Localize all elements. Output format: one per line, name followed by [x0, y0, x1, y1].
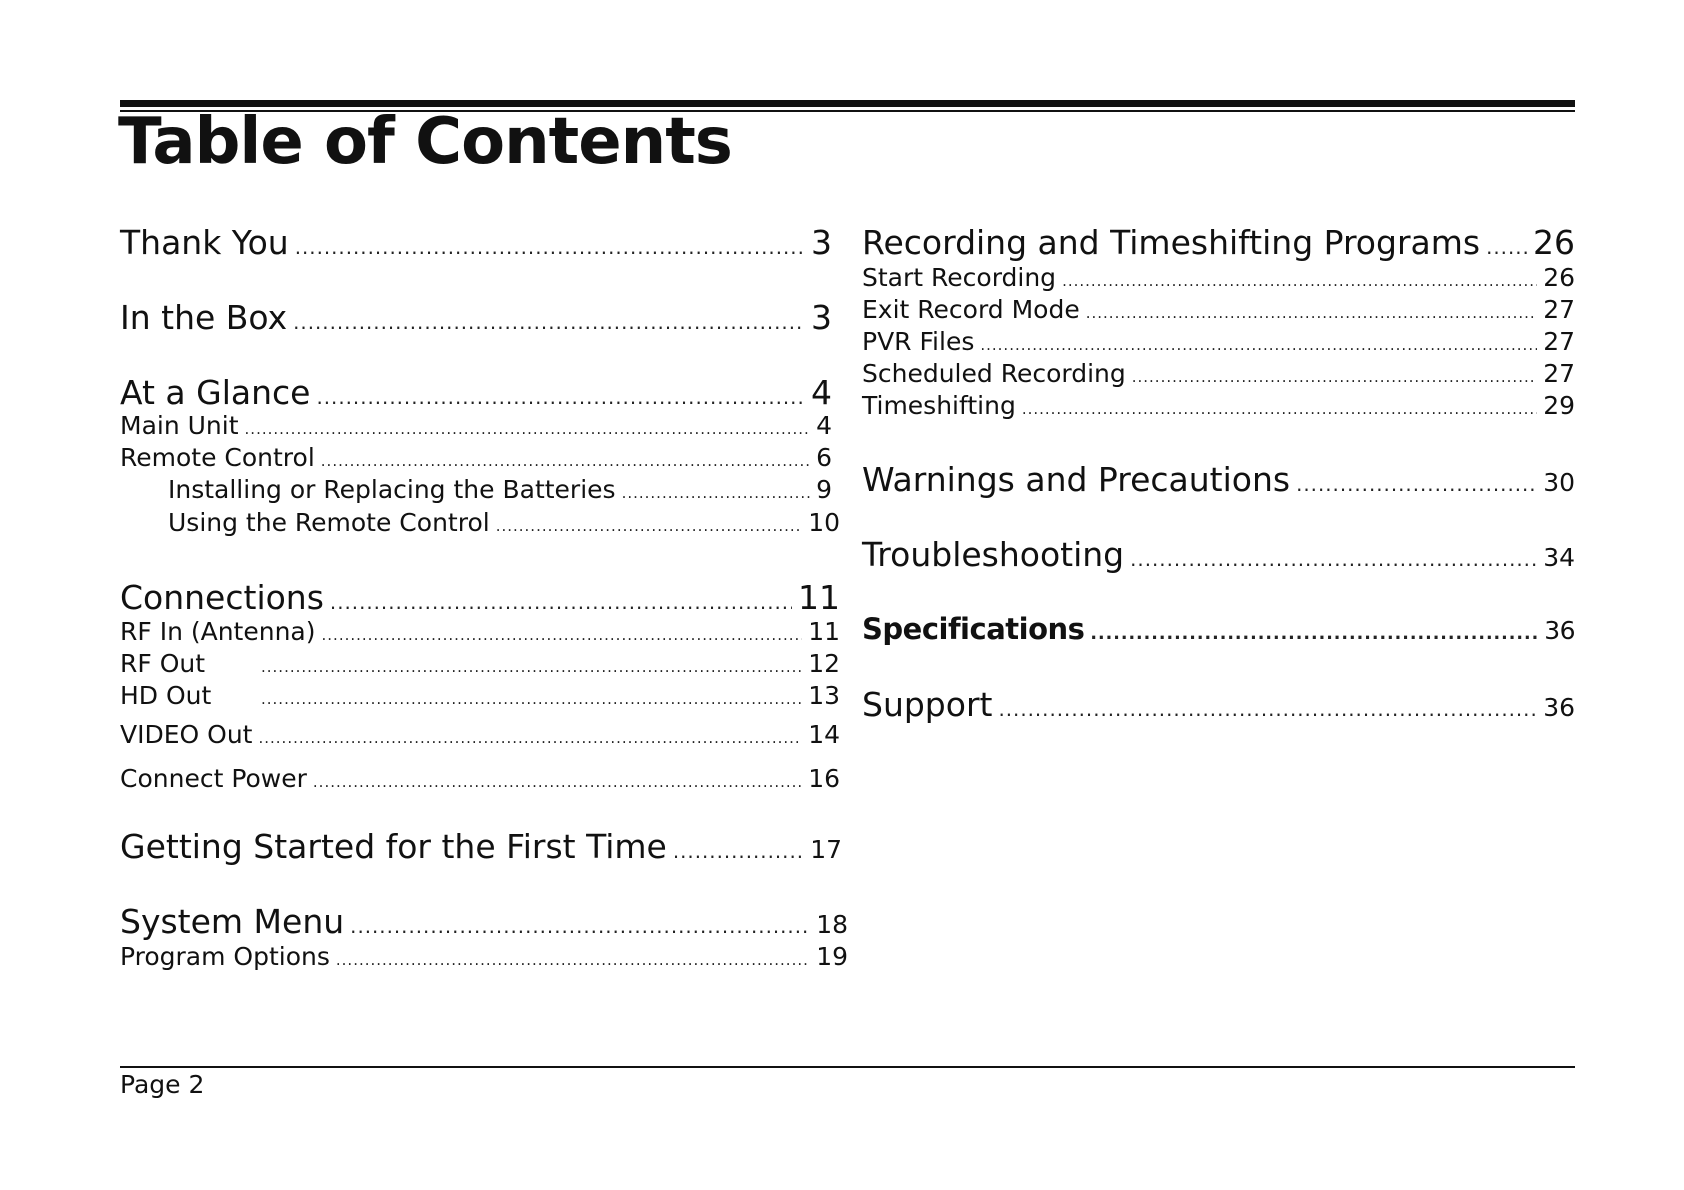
- toc-label: System Menu: [120, 902, 345, 941]
- toc-entry-system-menu[interactable]: [120, 902, 848, 941]
- toc-label: Scheduled Recording: [862, 359, 1126, 388]
- toc-page: 17: [810, 835, 842, 864]
- toc-page: 6: [816, 443, 832, 472]
- toc-label: At a Glance: [120, 373, 311, 412]
- toc-page: 27: [1543, 295, 1575, 324]
- toc-leader: [245, 420, 811, 438]
- toc-label: Getting Started for the First Time: [120, 827, 667, 866]
- toc-page: 14: [808, 720, 840, 749]
- toc-entry-connect-power[interactable]: [120, 764, 840, 793]
- toc-label: Installing or Replacing the Batteries: [168, 475, 616, 504]
- toc-label: VIDEO Out: [120, 720, 253, 749]
- toc-entry-rf-in[interactable]: [120, 617, 840, 646]
- toc-label: RF Out: [120, 649, 206, 678]
- toc-leader: [261, 658, 802, 676]
- toc-leader: [1090, 624, 1538, 644]
- toc-page: 34: [1543, 543, 1575, 572]
- toc-label: Start Recording: [862, 263, 1057, 292]
- toc-page: 13: [808, 681, 840, 710]
- toc-label: Warnings and Precautions: [862, 460, 1291, 499]
- toc-leader: [350, 915, 810, 938]
- toc-leader: [322, 626, 803, 644]
- toc-entry-at-a-glance[interactable]: [120, 373, 832, 412]
- toc-page: 16: [808, 764, 840, 793]
- toc-label: Timeshifting: [862, 391, 1016, 420]
- toc-page: 36: [1543, 693, 1575, 722]
- toc-leader: [313, 773, 802, 791]
- toc-label: Troubleshooting: [862, 535, 1125, 574]
- toc-leader: [622, 484, 811, 502]
- toc-entry-recording[interactable]: [862, 223, 1575, 262]
- toc-page: 26: [1543, 263, 1575, 292]
- toc-entry-connections[interactable]: [120, 578, 840, 617]
- toc-label: Thank You: [120, 223, 289, 262]
- toc-leader: [293, 311, 805, 334]
- toc-leader: [1296, 473, 1537, 496]
- toc-page: 29: [1543, 391, 1575, 420]
- toc-page: 10: [808, 508, 840, 537]
- toc-page: 19: [816, 942, 848, 971]
- toc-leader: [1130, 548, 1537, 571]
- toc-page: 30: [1543, 468, 1575, 497]
- toc-leader: [673, 840, 804, 863]
- toc-label: Recording and Timeshifting Programs: [862, 223, 1481, 262]
- toc-label: HD Out: [120, 681, 212, 710]
- toc-page: 27: [1543, 359, 1575, 388]
- toc-label: Specifications: [862, 612, 1085, 646]
- toc-leader: [1132, 368, 1537, 386]
- toc-page: 9: [816, 475, 832, 504]
- toc-entry-getting-started[interactable]: [120, 827, 842, 866]
- toc-label: Main Unit: [120, 411, 239, 440]
- toc-page: 11: [808, 617, 840, 646]
- toc-leader: [1062, 272, 1537, 290]
- toc-page: 26: [1533, 223, 1575, 262]
- toc-entry-video-out[interactable]: [120, 720, 840, 749]
- toc-leader: [336, 951, 810, 969]
- toc-entry-hd-out[interactable]: [120, 681, 840, 710]
- toc-entry-scheduled-recording[interactable]: [862, 359, 1575, 388]
- toc-entry-timeshifting[interactable]: [862, 391, 1575, 420]
- toc-label: Program Options: [120, 942, 330, 971]
- toc-leader: [295, 236, 805, 259]
- toc-leader: [1086, 304, 1537, 322]
- toc-label: PVR Files: [862, 327, 975, 356]
- page-title: Table of Contents: [118, 105, 732, 179]
- toc-label: Support: [862, 685, 993, 724]
- toc-entry-warnings[interactable]: [862, 460, 1575, 499]
- toc-entry-troubleshooting[interactable]: [862, 535, 1575, 574]
- toc-entry-start-recording[interactable]: [862, 263, 1575, 292]
- toc-page: 4: [811, 373, 832, 412]
- bottom-rule: [120, 1066, 1575, 1068]
- toc-entry-support[interactable]: [862, 685, 1575, 724]
- toc-label: Exit Record Mode: [862, 295, 1080, 324]
- toc-leader: [261, 690, 802, 708]
- toc-leader: [1022, 400, 1537, 418]
- toc-entry-program-options[interactable]: [120, 942, 848, 971]
- toc-leader: [1486, 236, 1527, 259]
- toc-leader: [258, 729, 802, 747]
- toc-page: 27: [1543, 327, 1575, 356]
- toc-label: Connections: [120, 578, 324, 617]
- toc-page: 3: [811, 223, 832, 262]
- toc-leader: [980, 336, 1537, 354]
- toc-entry-in-the-box[interactable]: [120, 298, 832, 337]
- page-number: Page 2: [120, 1070, 205, 1099]
- toc-entry-exit-record-mode[interactable]: [862, 295, 1575, 324]
- toc-entry-rf-out[interactable]: [120, 649, 840, 678]
- toc-entry-using-remote[interactable]: [168, 508, 840, 537]
- toc-entry-installing-batteries[interactable]: [168, 475, 832, 504]
- toc-page: 36: [1544, 616, 1575, 645]
- toc-entry-main-unit[interactable]: [120, 411, 832, 440]
- toc-entry-pvr-files[interactable]: [862, 327, 1575, 356]
- toc-leader: [321, 452, 810, 470]
- toc-leader: [496, 517, 803, 535]
- toc-entry-thank-you[interactable]: [120, 223, 832, 262]
- toc-page: 12: [808, 649, 840, 678]
- toc-page: 3: [811, 298, 832, 337]
- toc-label: RF In (Antenna): [120, 617, 316, 646]
- toc-page: 11: [798, 578, 840, 617]
- toc-entry-remote-control[interactable]: [120, 443, 832, 472]
- toc-label: Connect Power: [120, 764, 307, 793]
- toc-leader: [998, 698, 1537, 721]
- toc-leader: [316, 386, 805, 409]
- toc-label: Using the Remote Control: [168, 508, 490, 537]
- toc-label: In the Box: [120, 298, 288, 337]
- toc-page: 18: [816, 910, 848, 939]
- toc-leader: [330, 591, 792, 614]
- toc-entry-specifications[interactable]: [862, 612, 1575, 646]
- toc-page: 4: [816, 411, 832, 440]
- toc-label: Remote Control: [120, 443, 315, 472]
